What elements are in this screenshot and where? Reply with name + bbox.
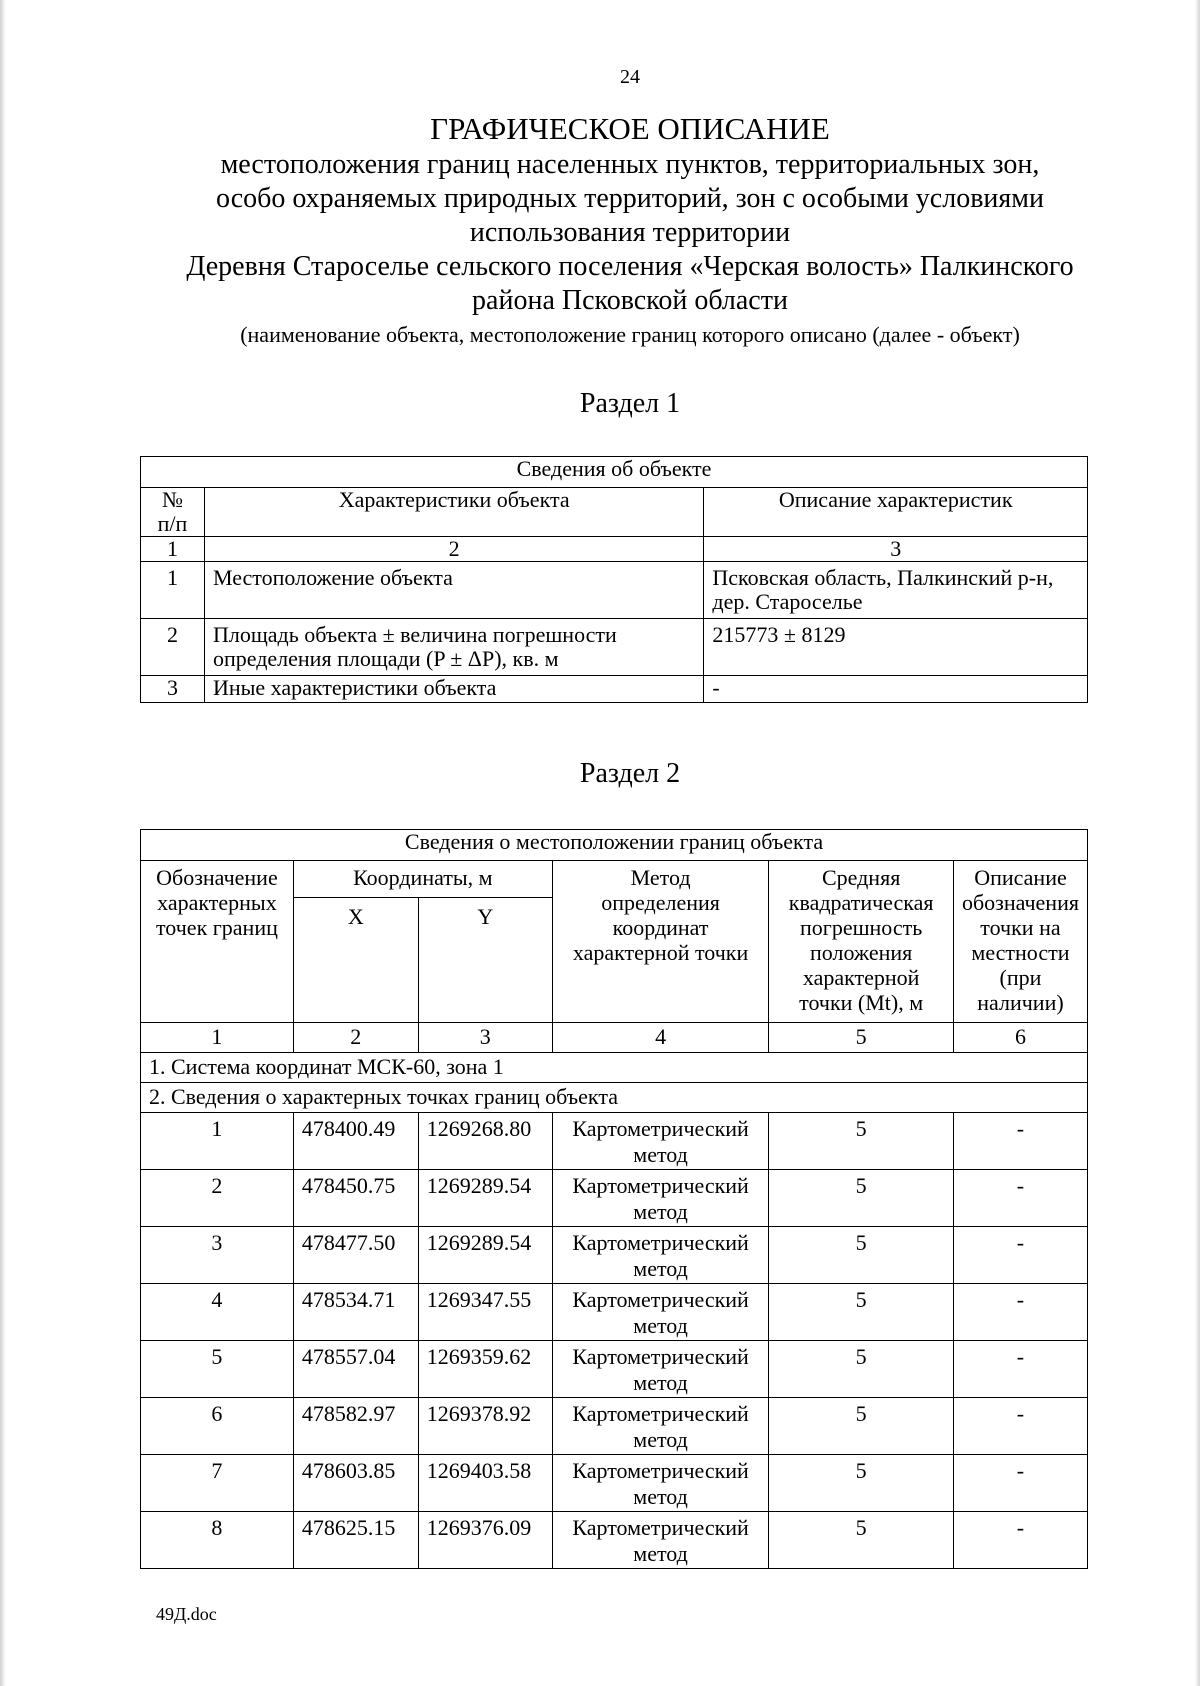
column-number: 6: [953, 1023, 1087, 1053]
method-cell: Картометрический метод: [552, 1455, 769, 1512]
mt-error-cell: 5: [769, 1170, 954, 1227]
table-row: [141, 1341, 1088, 1398]
method-cell: Картометрический метод: [552, 1512, 769, 1569]
row-number: 2: [141, 619, 205, 676]
point-description-cell: -: [953, 1398, 1087, 1455]
table-row: [141, 1398, 1088, 1455]
y-coordinate-cell: 1269268.80: [418, 1113, 552, 1170]
table-row: [141, 676, 1088, 703]
title-line: Деревня Староселье сельского поселения «Черская волость» Палкинского: [186, 251, 1074, 282]
row-number: 1: [141, 562, 205, 619]
point-id-cell: 3: [141, 1227, 294, 1284]
description-cell: Псковская область, Палкинский р-н, дер. Староселье: [704, 562, 1088, 619]
column-header-coordinates: Координаты, м: [293, 861, 552, 898]
table-title: Сведения об объекте: [141, 457, 1088, 488]
y-coordinate-cell: 1269359.62: [418, 1341, 552, 1398]
y-coordinate-cell: 1269378.92: [418, 1398, 552, 1455]
table-row: [141, 1227, 1088, 1284]
x-coordinate-cell: 478557.04: [293, 1341, 418, 1398]
x-coordinate-cell: 478534.71: [293, 1284, 418, 1341]
x-coordinate-cell: 478603.85: [293, 1455, 418, 1512]
point-description-cell: -: [953, 1341, 1087, 1398]
table-row: [141, 1113, 1088, 1170]
point-id-cell: 5: [141, 1341, 294, 1398]
table-row: [141, 562, 1088, 619]
mt-error-cell: 5: [769, 1512, 954, 1569]
row-number: 3: [141, 676, 205, 703]
point-description-cell: -: [953, 1113, 1087, 1170]
table-title: Сведения о местоположении границ объекта: [141, 830, 1088, 861]
column-header-characteristic: Характеристики объекта: [204, 488, 703, 537]
column-header-description: Описание характеристик: [704, 488, 1088, 537]
table-row: [141, 1512, 1088, 1569]
x-coordinate-cell: 478450.75: [293, 1170, 418, 1227]
mt-error-cell: 5: [769, 1227, 954, 1284]
method-cell: Картометрический метод: [552, 1113, 769, 1170]
title-subtitle: (наименование объекта, местоположение границ которого описано (далее - объект): [240, 322, 1020, 347]
boundary-points-table: [140, 829, 1088, 1569]
y-coordinate-cell: 1269289.54: [418, 1227, 552, 1284]
point-id-cell: 7: [141, 1455, 294, 1512]
point-id-cell: 6: [141, 1398, 294, 1455]
column-header-point-description: Описание обозначения точки на местности (при наличии): [953, 861, 1087, 1023]
column-header-error: Средняя квадратическая погрешность положения характерной точки (Mt), м: [769, 861, 954, 1023]
point-id-cell: 4: [141, 1284, 294, 1341]
column-header-y: Y: [418, 898, 552, 1023]
y-coordinate-cell: 1269376.09: [418, 1512, 552, 1569]
title-line: района Псковской области: [472, 285, 788, 316]
column-number: 2: [204, 537, 703, 562]
point-description-cell: -: [953, 1284, 1087, 1341]
section-2-heading: Раздел 2: [579, 758, 681, 789]
point-description-cell: -: [953, 1455, 1087, 1512]
column-number: 1: [141, 537, 205, 562]
point-id-cell: 2: [141, 1170, 294, 1227]
table-row: [141, 1170, 1088, 1227]
title-line: использования территории: [469, 217, 791, 248]
point-id-cell: 8: [141, 1512, 294, 1569]
method-cell: Картометрический метод: [552, 1284, 769, 1341]
mt-error-cell: 5: [769, 1455, 954, 1512]
table-row: [141, 1455, 1088, 1512]
scan-edge-right: [1195, 0, 1200, 1686]
footer-file-name: 49Д.doc: [156, 1604, 217, 1624]
object-info-table: [140, 456, 1088, 703]
characteristic-cell: Площадь объекта ± величина погрешности определения площади (P ± ΔP), кв. м: [204, 619, 703, 676]
y-coordinate-cell: 1269403.58: [418, 1455, 552, 1512]
column-number: 3: [704, 537, 1088, 562]
x-coordinate-cell: 478477.50: [293, 1227, 418, 1284]
mt-error-cell: 5: [769, 1398, 954, 1455]
x-coordinate-cell: 478625.15: [293, 1512, 418, 1569]
page-number: 24: [620, 66, 640, 88]
table-row: [141, 1284, 1088, 1341]
x-coordinate-cell: 478582.97: [293, 1398, 418, 1455]
point-id-cell: 1: [141, 1113, 294, 1170]
points-section-title: 2. Сведения о характерных точках границ объекта: [141, 1083, 1088, 1113]
method-cell: Картометрический метод: [552, 1341, 769, 1398]
column-header-designation: Обозначение характерных точек границ: [141, 861, 294, 1023]
point-description-cell: -: [953, 1227, 1087, 1284]
column-number: 3: [418, 1023, 552, 1053]
scan-edge-left: [0, 0, 6, 1686]
y-coordinate-cell: 1269347.55: [418, 1284, 552, 1341]
mt-error-cell: 5: [769, 1284, 954, 1341]
method-cell: Картометрический метод: [552, 1227, 769, 1284]
column-number: 5: [769, 1023, 954, 1053]
title-line: местоположения границ населенных пунктов, территориальных зон,: [220, 149, 1040, 180]
y-coordinate-cell: 1269289.54: [418, 1170, 552, 1227]
x-coordinate-cell: 478400.49: [293, 1113, 418, 1170]
column-number: 4: [552, 1023, 769, 1053]
mt-error-cell: 5: [769, 1113, 954, 1170]
description-cell: -: [704, 676, 1088, 703]
points-body: [141, 1113, 1088, 1569]
point-description-cell: -: [953, 1512, 1087, 1569]
description-cell: 215773 ± 8129: [704, 619, 1088, 676]
column-header-x: X: [293, 898, 418, 1023]
method-cell: Картометрический метод: [552, 1170, 769, 1227]
section-1-heading: Раздел 1: [579, 388, 681, 419]
column-number: 2: [293, 1023, 418, 1053]
column-header-method: Метод определения координат характерной точки: [552, 861, 769, 1023]
point-description-cell: -: [953, 1170, 1087, 1227]
table-row: [141, 619, 1088, 676]
mt-error-cell: 5: [769, 1341, 954, 1398]
method-cell: Картометрический метод: [552, 1398, 769, 1455]
document-title: ГРАФИЧЕСКОЕ ОПИСАНИЕ: [430, 111, 830, 146]
title-line: особо охраняемых природных территорий, зон с особыми условиями: [216, 183, 1044, 214]
characteristic-cell: Иные характеристики объекта: [204, 676, 703, 703]
title-block: [90, 110, 1170, 350]
column-header-num: № п/п: [141, 488, 205, 537]
column-number: 1: [141, 1023, 294, 1053]
coordinate-system-row: 1. Система координат МСК-60, зона 1: [141, 1053, 1088, 1083]
characteristic-cell: Местоположение объекта: [204, 562, 703, 619]
